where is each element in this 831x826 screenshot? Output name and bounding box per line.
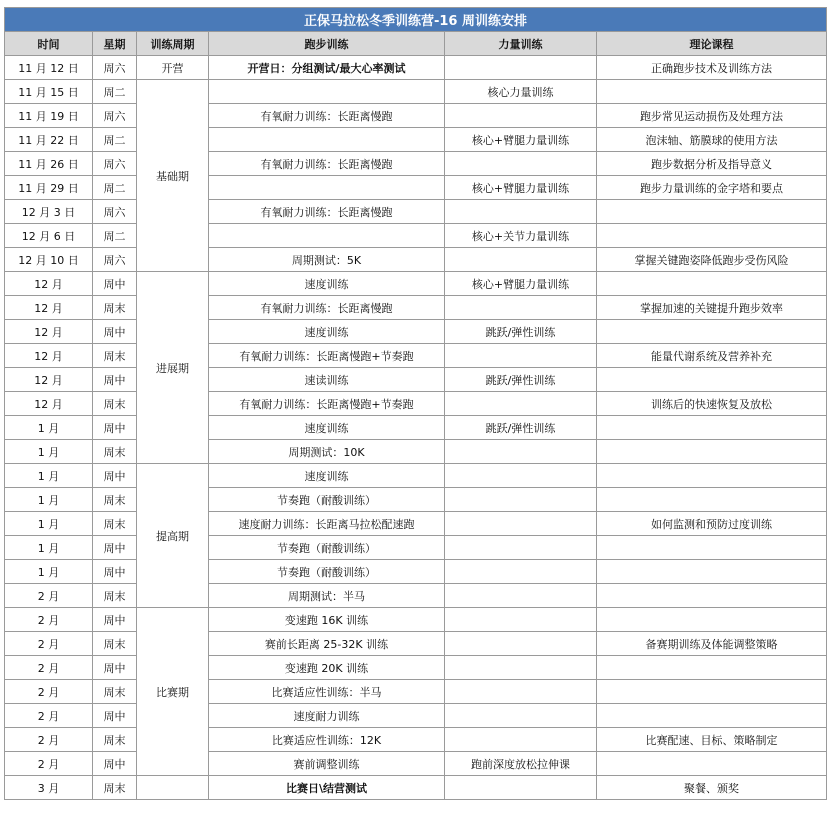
time-cell: 12 月 — [5, 272, 93, 296]
strength-cell — [445, 488, 597, 512]
running-cell: 速度训练 — [209, 416, 445, 440]
running-cell — [209, 224, 445, 248]
table-row — [5, 104, 827, 128]
table-row — [5, 392, 827, 416]
running-cell: 速度训练 — [209, 464, 445, 488]
strength-cell: 跑前深度放松拉伸课 — [445, 752, 597, 776]
running-cell: 有氧耐力训练：长距离慢跑 — [209, 104, 445, 128]
running-cell: 比赛日\结营测试 — [209, 776, 445, 800]
time-cell: 12 月 — [5, 392, 93, 416]
time-cell: 3 月 — [5, 776, 93, 800]
weekday-cell: 周中 — [93, 752, 137, 776]
theory-cell — [597, 560, 827, 584]
weekday-cell: 周六 — [93, 200, 137, 224]
running-cell — [209, 128, 445, 152]
table-row — [5, 176, 827, 200]
running-cell — [209, 176, 445, 200]
weekday-cell: 周中 — [93, 608, 137, 632]
running-cell: 速度训练 — [209, 320, 445, 344]
theory-cell: 掌握加速的关键提升跑步效率 — [597, 296, 827, 320]
weekday-cell: 周末 — [93, 728, 137, 752]
weekday-cell: 周中 — [93, 272, 137, 296]
strength-cell — [445, 656, 597, 680]
header-running: 跑步训练 — [209, 32, 445, 56]
time-cell: 12 月 6 日 — [5, 224, 93, 248]
strength-cell — [445, 536, 597, 560]
time-cell: 2 月 — [5, 608, 93, 632]
weekday-cell: 周末 — [93, 680, 137, 704]
weekday-cell: 周末 — [93, 584, 137, 608]
table-row — [5, 488, 827, 512]
theory-cell — [597, 272, 827, 296]
table-row — [5, 752, 827, 776]
time-cell: 12 月 — [5, 344, 93, 368]
table-row — [5, 320, 827, 344]
running-cell: 速度训练 — [209, 272, 445, 296]
table-row — [5, 440, 827, 464]
table-row — [5, 344, 827, 368]
strength-cell — [445, 296, 597, 320]
time-cell: 1 月 — [5, 536, 93, 560]
theory-cell — [597, 536, 827, 560]
running-cell: 节奏跑（耐酸训练） — [209, 560, 445, 584]
time-cell: 12 月 — [5, 320, 93, 344]
weekday-cell: 周二 — [93, 224, 137, 248]
time-cell: 1 月 — [5, 416, 93, 440]
theory-cell: 跑步数据分析及指导意义 — [597, 152, 827, 176]
header-weekday: 星期 — [93, 32, 137, 56]
weekday-cell: 周中 — [93, 464, 137, 488]
theory-cell — [597, 656, 827, 680]
theory-cell: 训练后的快速恢复及放松 — [597, 392, 827, 416]
running-cell: 变速跑 20K 训练 — [209, 656, 445, 680]
running-cell: 周期测试：5K — [209, 248, 445, 272]
time-cell: 12 月 — [5, 368, 93, 392]
theory-cell — [597, 224, 827, 248]
strength-cell: 核心+臂腿力量训练 — [445, 176, 597, 200]
running-cell: 节奏跑（耐酸训练） — [209, 488, 445, 512]
table-row — [5, 416, 827, 440]
time-cell: 1 月 — [5, 464, 93, 488]
theory-cell — [597, 200, 827, 224]
weekday-cell: 周六 — [93, 248, 137, 272]
weekday-cell: 周六 — [93, 56, 137, 80]
theory-cell — [597, 680, 827, 704]
time-cell: 2 月 — [5, 704, 93, 728]
strength-cell: 核心+关节力量训练 — [445, 224, 597, 248]
strength-cell — [445, 200, 597, 224]
theory-cell: 正确跑步技术及训练方法 — [597, 56, 827, 80]
running-cell: 赛前长距离 25-32K 训练 — [209, 632, 445, 656]
time-cell: 12 月 10 日 — [5, 248, 93, 272]
weekday-cell: 周末 — [93, 440, 137, 464]
weekday-cell: 周二 — [93, 80, 137, 104]
table-row — [5, 704, 827, 728]
theory-cell: 备赛期训练及体能调整策略 — [597, 632, 827, 656]
time-cell: 1 月 — [5, 488, 93, 512]
table-row — [5, 200, 827, 224]
running-cell: 比赛适应性训练：12K — [209, 728, 445, 752]
time-cell: 12 月 3 日 — [5, 200, 93, 224]
table-row — [5, 560, 827, 584]
time-cell: 11 月 22 日 — [5, 128, 93, 152]
time-cell: 12 月 — [5, 296, 93, 320]
header-theory: 理论课程 — [597, 32, 827, 56]
running-cell: 开营日：分组测试/最大心率测试 — [209, 56, 445, 80]
strength-cell — [445, 104, 597, 128]
weekday-cell: 周中 — [93, 560, 137, 584]
theory-cell — [597, 608, 827, 632]
running-cell: 节奏跑（耐酸训练） — [209, 536, 445, 560]
time-cell: 2 月 — [5, 728, 93, 752]
strength-cell: 核心力量训练 — [445, 80, 597, 104]
header-row — [5, 32, 827, 56]
running-cell: 有氧耐力训练：长距离慢跑 — [209, 152, 445, 176]
weekday-cell: 周二 — [93, 128, 137, 152]
weekday-cell: 周六 — [93, 104, 137, 128]
time-cell: 2 月 — [5, 680, 93, 704]
table-row — [5, 512, 827, 536]
table-row — [5, 56, 827, 80]
table-row — [5, 368, 827, 392]
table-row — [5, 584, 827, 608]
time-cell: 1 月 — [5, 440, 93, 464]
table-row — [5, 728, 827, 752]
theory-cell: 能量代谢系统及营养补充 — [597, 344, 827, 368]
weekday-cell: 周末 — [93, 632, 137, 656]
table-body — [5, 56, 827, 800]
table-row — [5, 464, 827, 488]
strength-cell: 跳跃/弹性训练 — [445, 368, 597, 392]
theory-cell: 跑步力量训练的金字塔和要点 — [597, 176, 827, 200]
theory-cell: 如何监测和预防过度训练 — [597, 512, 827, 536]
phase-cell: 提高期 — [137, 464, 209, 608]
theory-cell — [597, 416, 827, 440]
weekday-cell: 周末 — [93, 488, 137, 512]
table-row — [5, 608, 827, 632]
weekday-cell: 周中 — [93, 368, 137, 392]
time-cell: 11 月 29 日 — [5, 176, 93, 200]
table-title: 正保马拉松冬季训练营-16 周训练安排 — [5, 8, 827, 32]
table-row — [5, 272, 827, 296]
time-cell: 11 月 26 日 — [5, 152, 93, 176]
table-row — [5, 152, 827, 176]
running-cell: 有氧耐力训练：长距离慢跑 — [209, 200, 445, 224]
time-cell: 2 月 — [5, 584, 93, 608]
theory-cell: 跑步常见运动损伤及处理方法 — [597, 104, 827, 128]
theory-cell — [597, 464, 827, 488]
running-cell: 周期测试：10K — [209, 440, 445, 464]
strength-cell — [445, 560, 597, 584]
table-row — [5, 128, 827, 152]
phase-cell: 比赛期 — [137, 608, 209, 776]
strength-cell — [445, 152, 597, 176]
theory-cell — [597, 752, 827, 776]
weekday-cell: 周中 — [93, 320, 137, 344]
table-row — [5, 80, 827, 104]
strength-cell — [445, 464, 597, 488]
table-row — [5, 224, 827, 248]
strength-cell: 核心+臂腿力量训练 — [445, 128, 597, 152]
strength-cell — [445, 704, 597, 728]
time-cell: 11 月 19 日 — [5, 104, 93, 128]
header-strength: 力量训练 — [445, 32, 597, 56]
table-row — [5, 632, 827, 656]
weekday-cell: 周末 — [93, 296, 137, 320]
training-schedule-table — [4, 7, 827, 800]
running-cell: 变速跑 16K 训练 — [209, 608, 445, 632]
table-row — [5, 248, 827, 272]
time-cell: 11 月 15 日 — [5, 80, 93, 104]
strength-cell — [445, 248, 597, 272]
time-cell: 1 月 — [5, 560, 93, 584]
weekday-cell: 周末 — [93, 512, 137, 536]
running-cell: 速度耐力训练：长距离马拉松配速跑 — [209, 512, 445, 536]
theory-cell — [597, 80, 827, 104]
running-cell: 比赛适应性训练：半马 — [209, 680, 445, 704]
weekday-cell: 周末 — [93, 776, 137, 800]
strength-cell — [445, 344, 597, 368]
theory-cell: 比赛配速、目标、策略制定 — [597, 728, 827, 752]
running-cell: 速度耐力训练 — [209, 704, 445, 728]
running-cell: 有氧耐力训练：长距离慢跑+节奏跑 — [209, 344, 445, 368]
theory-cell: 泡沫轴、筋膜球的使用方法 — [597, 128, 827, 152]
title-row — [5, 8, 827, 32]
strength-cell — [445, 392, 597, 416]
running-cell: 速读训练 — [209, 368, 445, 392]
theory-cell — [597, 488, 827, 512]
running-cell: 有氧耐力训练：长距离慢跑+节奏跑 — [209, 392, 445, 416]
time-cell: 2 月 — [5, 656, 93, 680]
theory-cell — [597, 320, 827, 344]
weekday-cell: 周中 — [93, 704, 137, 728]
table-row — [5, 536, 827, 560]
weekday-cell: 周中 — [93, 536, 137, 560]
table-row — [5, 680, 827, 704]
strength-cell — [445, 680, 597, 704]
strength-cell — [445, 440, 597, 464]
theory-cell — [597, 584, 827, 608]
time-cell: 2 月 — [5, 632, 93, 656]
strength-cell — [445, 608, 597, 632]
strength-cell: 跳跃/弹性训练 — [445, 416, 597, 440]
weekday-cell: 周中 — [93, 416, 137, 440]
running-cell — [209, 80, 445, 104]
phase-cell: 基础期 — [137, 80, 209, 272]
strength-cell: 核心+臂腿力量训练 — [445, 272, 597, 296]
weekday-cell: 周二 — [93, 176, 137, 200]
phase-cell: 进展期 — [137, 272, 209, 464]
theory-cell — [597, 704, 827, 728]
time-cell: 2 月 — [5, 752, 93, 776]
weekday-cell: 周中 — [93, 656, 137, 680]
weekday-cell: 周末 — [93, 344, 137, 368]
time-cell: 11 月 12 日 — [5, 56, 93, 80]
table-row — [5, 296, 827, 320]
running-cell: 周期测试：半马 — [209, 584, 445, 608]
theory-cell: 掌握关键跑姿降低跑步受伤风险 — [597, 248, 827, 272]
strength-cell — [445, 512, 597, 536]
strength-cell — [445, 584, 597, 608]
time-cell: 1 月 — [5, 512, 93, 536]
theory-cell — [597, 368, 827, 392]
running-cell: 赛前调整训练 — [209, 752, 445, 776]
header-time: 时间 — [5, 32, 93, 56]
header-phase: 训练周期 — [137, 32, 209, 56]
strength-cell — [445, 56, 597, 80]
running-cell: 有氧耐力训练：长距离慢跑 — [209, 296, 445, 320]
strength-cell — [445, 632, 597, 656]
theory-cell — [597, 440, 827, 464]
theory-cell: 聚餐、颁奖 — [597, 776, 827, 800]
weekday-cell: 周六 — [93, 152, 137, 176]
phase-cell: 开营 — [137, 56, 209, 80]
strength-cell: 跳跃/弹性训练 — [445, 320, 597, 344]
table-row — [5, 776, 827, 800]
strength-cell — [445, 728, 597, 752]
strength-cell — [445, 776, 597, 800]
weekday-cell: 周末 — [93, 392, 137, 416]
phase-cell — [137, 776, 209, 800]
table-row — [5, 656, 827, 680]
